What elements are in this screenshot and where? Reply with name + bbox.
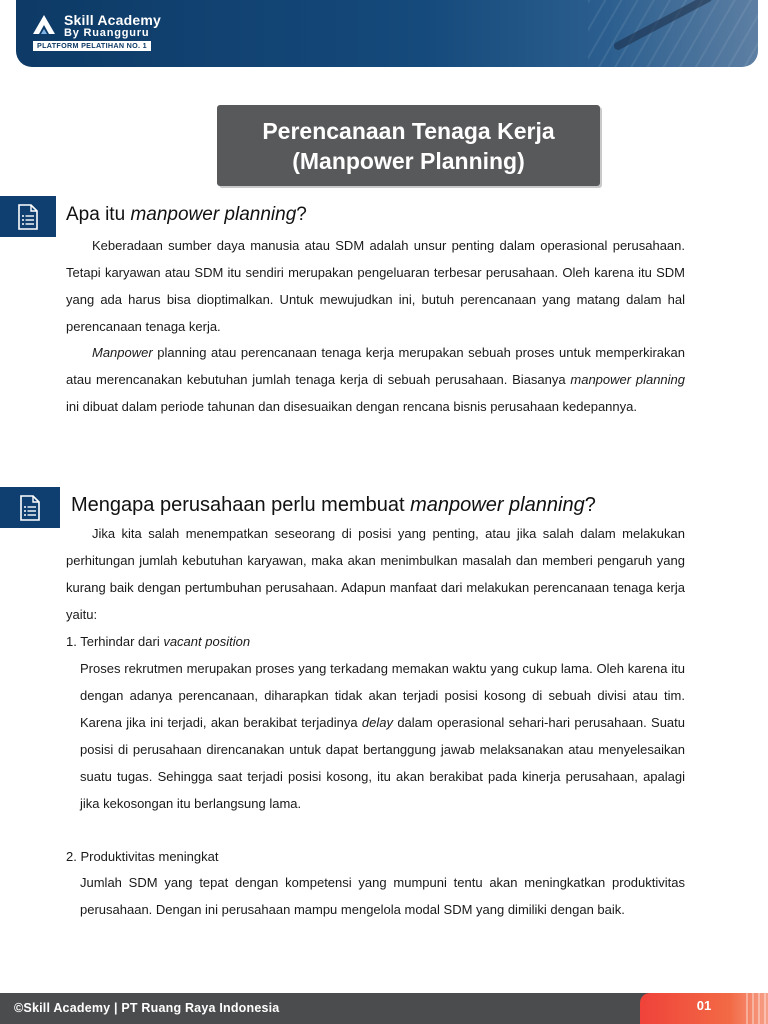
section2-document-icon	[0, 487, 60, 528]
brand-subtitle: By Ruangguru	[64, 27, 150, 39]
section1-paragraph2: Manpower planning atau perencanaan tenaga kerja merupakan sebuah proses untuk memperkirakan atau merencanakan kebutuhan jumlah tenaga kerja di sebuah perusahaan. Biasanya manpower planning ini dibuat dalam periode tahunan dan disesuaikan dengan rencana bisnis perusahaan kedepannya.	[66, 345, 686, 414]
footer-copyright: ©Skill Academy | PT Ruang Raya Indonesia	[14, 1001, 280, 1015]
section1-document-icon	[0, 196, 56, 237]
section2-heading: Mengapa perusahaan perlu membuat manpower planning?	[71, 494, 596, 516]
section1-heading: Apa itu manpower planning?	[66, 204, 307, 225]
banner-decoration	[588, 0, 758, 67]
document-icon	[19, 495, 41, 521]
page-title	[217, 105, 600, 186]
list-item-1-heading: 1. Terhindar dari vacant position	[66, 634, 251, 649]
header-banner	[16, 0, 758, 67]
section2-paragraph1: Jika kita salah menempatkan seseorang di posisi yang penting, atau jika salah dalam melakukan perhitungan jumlah kebutuhan karyawan, maka akan menimbulkan masalah dan memberi pengaruh yang kurang baik dengan pertumbuhan perusahaan. Adapun manfaat dari melakukan perencanaan tenaga kerja yaitu:	[66, 526, 685, 622]
section1-paragraph1: Keberadaan sumber daya manusia atau SDM adalah unsur penting dalam operasional perusahaan. Tetapi karyawan atau SDM itu sendiri merupakan pengeluaran terbesar perusahaan. Oleh karena itu SDM yang ada harus bisa dioptimalkan. Untuk mewujudkan ini, butuh perencanaan yang matang dalam hal perencanaan tenaga kerja.	[66, 238, 685, 334]
page-title-line1: Perencanaan Tenaga Kerja	[262, 117, 555, 144]
list-item-2-heading: 2. Produktivitas meningkat	[66, 849, 219, 864]
page-title-line2: (Manpower Planning)	[292, 147, 525, 174]
brand-tagline: PLATFORM PELATIHAN NO. 1	[33, 41, 151, 51]
brand-title: Skill Academy	[64, 12, 162, 28]
document-icon	[17, 204, 39, 230]
list-item-1-body: Proses rekrutmen merupakan proses yang terkadang memakan waktu yang cukup lama. Oleh karena itu dengan adanya perencanaan, diharapkan tidak akan terjadi posisi kosong di sebuah divisi atau tim. Karena jika ini terjadi, akan berakibat terjadinya delay dalam operasional sehari-hari perusahaan. Suatu posisi di perusahaan direncanakan untuk dapat bertanggung jawab melaksanakan atau menyelesaikan suatu tugas. Sehingga saat terjadi posisi kosong, itu akan berakibat pada kinerja perusahaan, apalagi jika kekosongan itu berlangsung lama.	[80, 661, 685, 811]
skill-academy-logo-icon	[32, 14, 56, 38]
page-number: 01	[696, 998, 712, 1013]
list-item-2-body: Jumlah SDM yang tepat dengan kompetensi yang mumpuni tentu akan meningkatkan produktivitas perusahaan. Dengan ini perusahaan mampu mengelola modal SDM yang dimiliki dengan baik.	[80, 875, 685, 917]
